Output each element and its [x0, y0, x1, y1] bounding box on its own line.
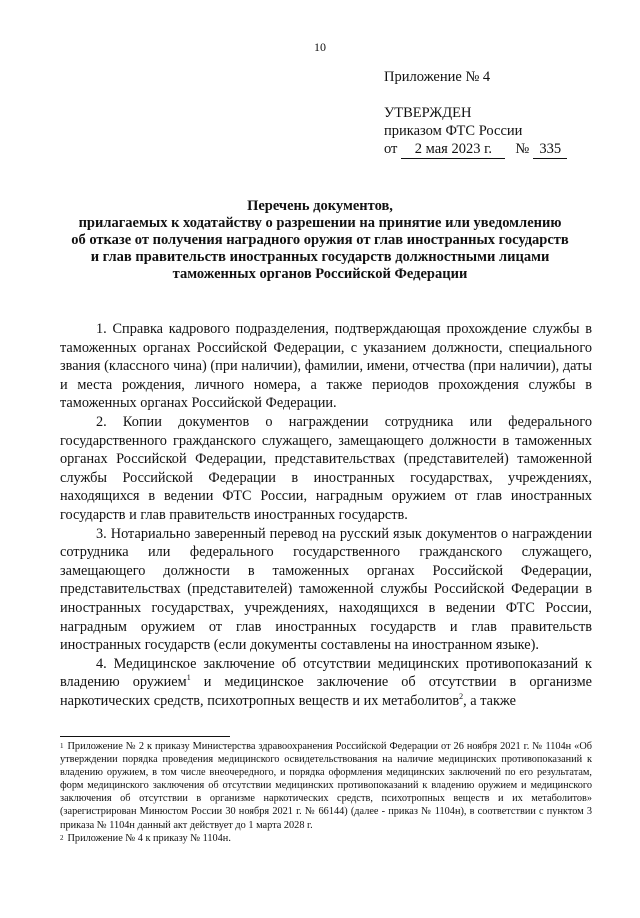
footnote-divider	[60, 736, 230, 737]
approved-label: УТВЕРЖДЕН	[384, 105, 472, 121]
from-label: от	[384, 141, 398, 157]
title-line: об отказе от получения наградного оружия от глав иностранных государств	[71, 232, 569, 248]
footnotes	[60, 740, 592, 845]
footnote	[60, 832, 592, 845]
order-date: 2 мая 2023 г.	[401, 140, 505, 159]
document-title	[40, 198, 600, 283]
footnote-text: Приложение № 2 к приказу Министерства здравоохранения Российской Федерации от 26 ноября 2021 г. № 1104н «Об утверждении порядка проведения медицинского освидетельствования на наличие медицинских противопоказаний к владению оружием, в том числе внеочередного, и порядка оформления медицинских заключений по его результатам, форм медицинского заключения об отсутствии медицинских противопоказаний к владению оружием и медицинского заключения об отсутствии в организме наркотических средств, психотропных веществ и их метаболитов» (зарегистрирован Минюстом России 30 ноября 2021 г. № 66144) (далее - приказ № 1104н), в соответствии с пунктом 3 приказа № 1104н данный акт действует до 1 марта 2028 г.	[60, 741, 592, 831]
item4-text: , а также	[463, 692, 516, 709]
footnote-mark: 2	[60, 833, 64, 842]
list-item: 3. Нотариально заверенный перевод на русский язык документов о награждении сотрудника или федерального государственного гражданского служащего, замещающего должности в таможенных органах Российской Федерации, представительствах (представителей) таможенной службы Российской Федерации в иностранных государствах, учреждениях, находящихся в ведении ФТС России, наградным оружием от глав иностранных государств и глав правительств иностранных государств (если документы составлены на иностранном языке).	[60, 525, 592, 654]
item4-text: и медицинское заключение об отсутствии в организме наркотических средств, психотропных веществ и их метаболитов	[60, 674, 592, 709]
number-label: №	[515, 141, 530, 157]
footnote-mark: 1	[60, 742, 64, 750]
footnote-ref: 2	[459, 692, 464, 702]
annex-header	[384, 68, 567, 159]
title-line: прилагаемых к ходатайству о разрешении на принятие или уведомлению	[78, 215, 562, 231]
footnote-text: Приложение № 4 к приказу № 1104н.	[67, 832, 231, 844]
list-item: 2. Копии документов о награждении сотрудника или федерального государственного гражданского служащего, замещающего должности в таможенных органах Российской Федерации, представительствах (представителей) таможенной службы Российской Федерации в иностранных государствах, учреждениях, находящихся в ведении ФТС России, наградным оружием от глав иностранных государств и глав правительств иностранных государств.	[60, 413, 592, 523]
item4-text: 4. Медицинское заключение об отсутствии медицинских противопоказаний к владению оружием	[60, 655, 592, 691]
order-number: 335	[533, 140, 567, 159]
document-body	[60, 320, 592, 710]
list-item	[60, 655, 592, 711]
footnote-ref: 1	[186, 673, 191, 683]
approved-by-order: приказом ФТС России	[384, 123, 523, 139]
order-date-line	[384, 140, 567, 159]
list-item: 1. Справка кадрового подразделения, подтверждающая прохождение службы в таможенных органах Российской Федерации, с указанием должности, специального звания (классного чина) (при наличии), фамилии, имени, отчества (при наличии), даты и места рождения, личного номера, а также периодов прохождения службы в таможенных органах Российской Федерации.	[60, 321, 592, 412]
title-line: Перечень документов,	[247, 198, 393, 214]
title-line: и глав правительств иностранных государств должностными лицами	[90, 249, 550, 265]
title-line: таможенных органов Российской Федерации	[172, 266, 468, 282]
page-number: 10	[314, 40, 326, 54]
annex-title: Приложение № 4	[384, 69, 491, 85]
footnote	[60, 740, 592, 832]
